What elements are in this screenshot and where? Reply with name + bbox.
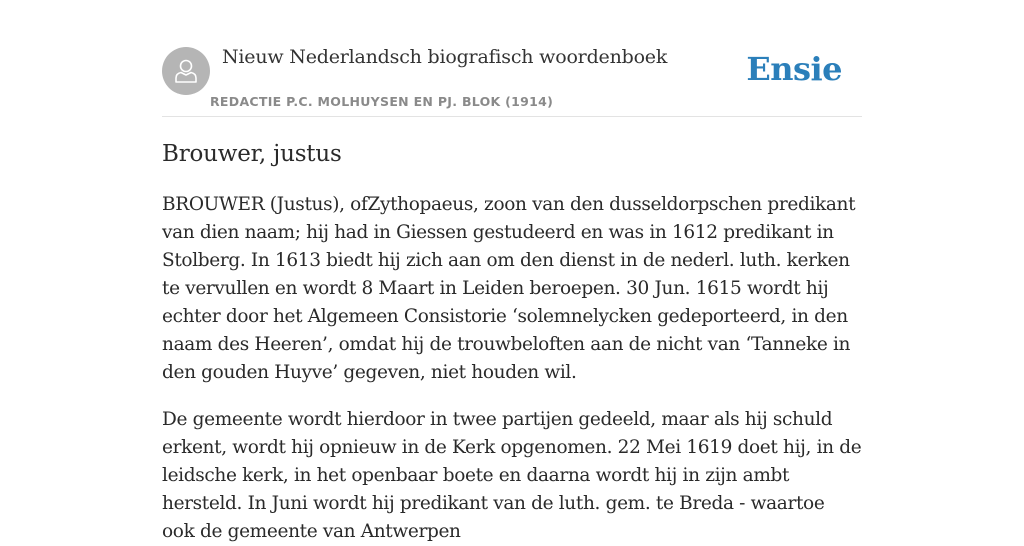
source-title[interactable]: Nieuw Nederlandsch biografisch woordenboek: [222, 46, 668, 68]
page-container: [162, 0, 862, 546]
article-title: Brouwer, justus: [162, 141, 342, 167]
article-paragraph: De gemeente wordt hierdoor in twee partijen gedeeld, maar als hij schuld erkent, wordt hij opnieuw in de Kerk opgenomen. 22 Mei 1619 doet hij, in de leidsche kerk, in het openbaar boete en daarna wordt hij in zijn ambt hersteld. In Juni wordt hij predikant van de luth. gem. te Breda - waartoe ook de gemeente van Antwerpen: [162, 409, 862, 542]
source-header: [162, 0, 862, 117]
article-paragraph: BROUWER (Justus), ofZythopaeus, zoon van den dusseldorpschen predikant van dien naam; hij had in Giessen gestudeerd en was in 1612 predikant in Stolberg. In 1613 biedt hij zich aan om den dienst in de nederl. luth. kerken te vervullen en wordt 8 Maart in Leiden beroepen. 30 Jun. 1615 wordt hij echter door het Algemeen Consistorie ‘solemnelycken gedeporteerd, in den naam des Heeren’, omdat hij de trouwbeloften aan de nicht van ‘Tanneke in den gouden Huyve’ gegeven, niet houden wil.: [162, 194, 856, 383]
ensie-logo[interactable]: Ensie: [746, 50, 842, 88]
source-subtitle: REDACTIE P.C. MOLHUYSEN EN PJ. BLOK (1914): [210, 94, 554, 109]
person-icon: [171, 56, 201, 86]
avatar[interactable]: [162, 47, 210, 95]
